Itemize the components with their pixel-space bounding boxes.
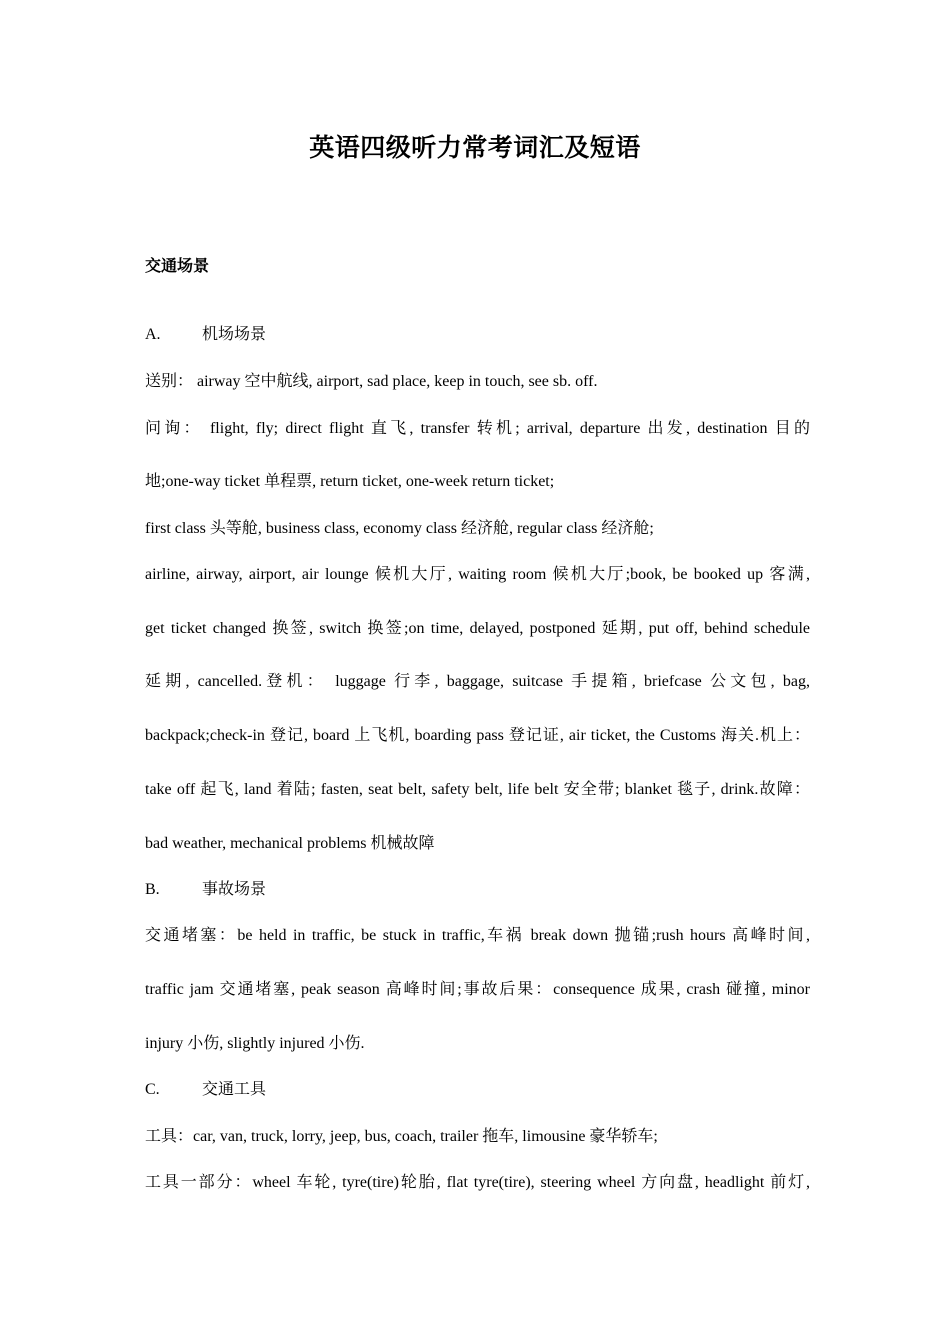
- text-line: backpack;check-in 登记, board 上飞机, boarding pass 登记证, air ticket, the Customs 海关.机上：: [145, 727, 810, 744]
- subsection-b-label: 事故场景: [202, 881, 267, 898]
- text-line: take off 起飞, land 着陆; fasten, seat belt, safety belt, life belt 安全带; blanket 毯子, drink.故障：: [145, 781, 810, 798]
- text-line: 工具：car, van, truck, lorry, jeep, bus, coach, trailer 拖车, limousine 豪华轿车;: [145, 1128, 658, 1145]
- text-line: traffic jam 交通堵塞, peak season 高峰时间;事故后果：consequence 成果, crash 碰撞, minor: [145, 981, 810, 998]
- subsection-a-number: A.: [145, 326, 161, 343]
- subsection-b-number: B.: [145, 881, 160, 898]
- subsection-c-heading: [145, 1079, 266, 1101]
- text-line: 交通堵塞：be held in traffic, be stuck in traffic,车祸 break down 抛锚;rush hours 高峰时间,: [145, 927, 810, 944]
- text-line: 问询： flight, fly; direct flight 直飞, transfer 转机; arrival, departure 出发, destination 目的: [145, 420, 810, 437]
- text-line: 延期, cancelled.登机： luggage 行李, baggage, suitcase 手提箱, briefcase 公文包, bag,: [145, 673, 810, 690]
- section-heading: 交通场景: [145, 258, 210, 275]
- text-line: 送别： airway 空中航线, airport, sad place, keep in touch, see sb. off.: [145, 373, 598, 390]
- text-line: airline, airway, airport, air lounge 候机大厅, waiting room 候机大厅;book, be booked up 客满,: [145, 566, 810, 583]
- text-line: injury 小伤, slightly injured 小伤.: [145, 1035, 365, 1052]
- subsection-b-heading: [145, 879, 266, 901]
- subsection-a-label: 机场场景: [202, 326, 267, 343]
- document-title: 英语四级听力常考词汇及短语: [309, 135, 641, 162]
- subsection-c-number: C.: [145, 1081, 160, 1098]
- text-line: first class 头等舱, business class, economy class 经济舱, regular class 经济舱;: [145, 520, 654, 537]
- text-line: get ticket changed 换签, switch 换签;on time, delayed, postponed 延期, put off, behind schedule: [145, 620, 810, 637]
- text-line: bad weather, mechanical problems 机械故障: [145, 835, 435, 852]
- text-line: 地;one-way ticket 单程票, return ticket, one-week return ticket;: [145, 473, 555, 490]
- subsection-c-label: 交通工具: [202, 1081, 267, 1098]
- subsection-a-heading: [145, 324, 266, 346]
- text-line: 工具一部分：wheel 车轮, tyre(tire)轮胎, flat tyre(tire), steering wheel 方向盘, headlight 前灯,: [145, 1174, 810, 1191]
